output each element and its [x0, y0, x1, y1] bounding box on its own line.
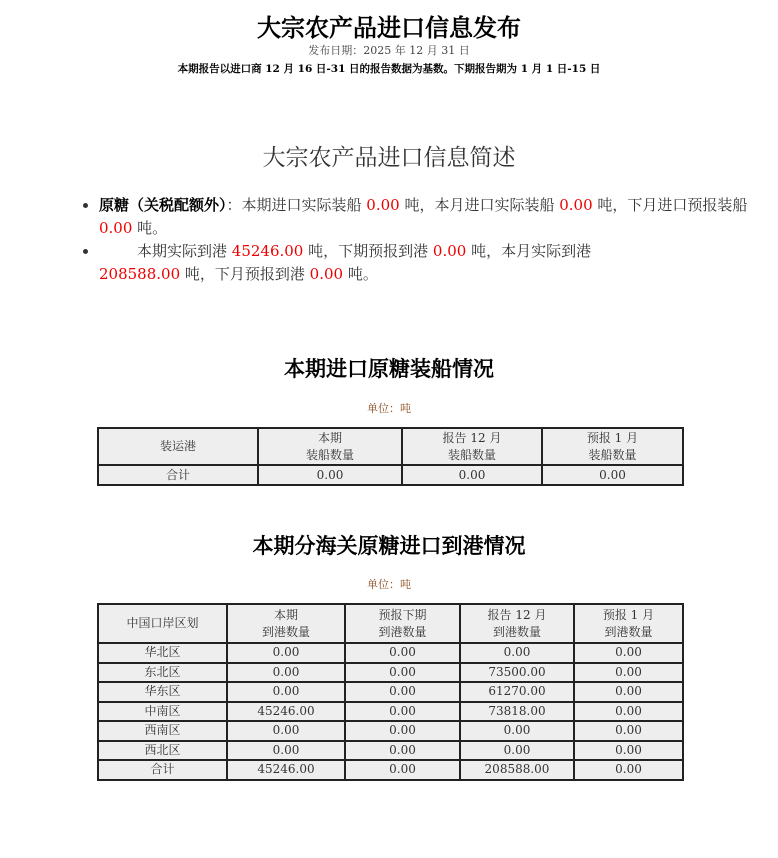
header-line: 本期: [273, 607, 298, 622]
page-title: 大宗农产品进口信息发布: [257, 14, 521, 42]
text: 吨，本月实际到港: [466, 242, 592, 260]
header-line: 报告 12 月: [487, 607, 547, 622]
value: 0.00: [309, 265, 344, 283]
arrival-section-title: 本期分海关原糖进口到港情况: [252, 534, 526, 558]
table-cell: 华东区: [98, 682, 227, 702]
summary-item-shipping: [99, 194, 749, 240]
table-cell: 61270.00: [460, 682, 574, 702]
header-line: 装船数量: [447, 447, 496, 462]
table-cell: 0.00: [345, 760, 460, 780]
value: 45246.00: [231, 242, 304, 260]
text: 吨，本月进口实际装船: [399, 196, 560, 214]
header-line: 装船数量: [305, 447, 354, 462]
column-header: [227, 604, 345, 643]
table-cell: 73818.00: [460, 702, 574, 722]
table-cell: 0.00: [345, 721, 460, 741]
table-cell: 0.00: [227, 741, 345, 761]
value: 0.00: [366, 196, 400, 214]
column-header: [574, 604, 683, 643]
summary-list: [78, 194, 749, 286]
table-row: [98, 663, 683, 683]
table-cell: 0.00: [574, 663, 683, 683]
table-cell: 0.00: [460, 721, 574, 741]
header-line: 到港数量: [378, 624, 427, 639]
table-cell: 0.00: [402, 465, 542, 485]
table-cell: 0.00: [345, 663, 460, 683]
header-line: 本期: [317, 430, 342, 445]
table-cell: 0.00: [574, 682, 683, 702]
table-cell: 0.00: [460, 643, 574, 663]
table-cell: 0.00: [574, 760, 683, 780]
table-cell: 0.00: [542, 465, 683, 485]
summary-item-arrival: [99, 240, 749, 286]
header-line: 到港数量: [604, 624, 653, 639]
text: 吨，下月预报到港: [180, 265, 310, 283]
header-line: 到港数量: [261, 624, 310, 639]
table-row: [98, 465, 683, 485]
table-cell: 0.00: [227, 663, 345, 683]
header-line: 预报 1 月: [586, 430, 639, 445]
header-line: 预报 1 月: [602, 607, 655, 622]
table-cell: 0.00: [227, 721, 345, 741]
shipping-table: [97, 427, 684, 486]
table-cell: 0.00: [345, 702, 460, 722]
table-cell: 华北区: [98, 643, 227, 663]
table-cell: 45246.00: [227, 760, 345, 780]
table-cell: 0.00: [345, 643, 460, 663]
text: 吨，下期预报到港: [303, 242, 433, 260]
header-line: 报告 12 月: [442, 430, 502, 445]
value: 0.00: [432, 242, 467, 260]
header-line: 装运港: [159, 439, 196, 453]
table-cell: 0.00: [574, 702, 683, 722]
table-cell: 0.00: [345, 741, 460, 761]
table-cell: 合计: [98, 760, 227, 780]
text: 吨。: [132, 219, 168, 237]
column-header: [345, 604, 460, 643]
table-cell: 东北区: [98, 663, 227, 683]
value: 0.00: [99, 219, 133, 237]
column-header: [460, 604, 574, 643]
text: 吨，下月进口预报装船: [592, 196, 748, 214]
text: 本期实际到港: [137, 242, 232, 260]
table-row: [98, 702, 683, 722]
table-cell: 0.00: [227, 682, 345, 702]
table-cell: 0.00: [258, 465, 402, 485]
table-row: [98, 760, 683, 780]
table-cell: 73500.00: [460, 663, 574, 683]
table-row: [98, 741, 683, 761]
column-header: [98, 428, 258, 465]
table-row: [98, 682, 683, 702]
shipping-unit: 单位：吨: [367, 402, 411, 415]
value: 208588.00: [99, 265, 181, 283]
table-cell: 西南区: [98, 721, 227, 741]
arrival-unit: 单位：吨: [367, 578, 411, 591]
table-cell: 0.00: [574, 741, 683, 761]
arrival-table: [97, 603, 684, 781]
column-header: [402, 428, 542, 465]
header-line: 到港数量: [492, 624, 541, 639]
column-header: [542, 428, 683, 465]
table-cell: 0.00: [345, 682, 460, 702]
commodity-label: 原糖（关税配额外）: [99, 196, 227, 214]
value: 0.00: [559, 196, 593, 214]
table-cell: 45246.00: [227, 702, 345, 722]
publish-date: 发布日期：2025 年 12 月 31 日: [308, 44, 470, 57]
table-cell: 208588.00: [460, 760, 574, 780]
shipping-section-title: 本期进口原糖装船情况: [284, 357, 494, 381]
table-cell: 合计: [98, 465, 258, 485]
table-cell: 中南区: [98, 702, 227, 722]
report-period-note: 本期报告以进口商 12 月 16 日-31 日的报告数据为基数。下期报告期为 1 月 1 日-15 日: [177, 63, 601, 75]
header-line: 预报下期: [378, 607, 427, 622]
column-header: [98, 604, 227, 643]
table-cell: 西北区: [98, 741, 227, 761]
table-row: [98, 643, 683, 663]
column-header: [258, 428, 402, 465]
header-line: 中国口岸区划: [126, 616, 199, 630]
summary-title: 大宗农产品进口信息简述: [262, 145, 516, 171]
table-row: [98, 721, 683, 741]
table-cell: 0.00: [460, 741, 574, 761]
table-cell: 0.00: [227, 643, 345, 663]
table-cell: 0.00: [574, 643, 683, 663]
text: 吨。: [343, 265, 378, 283]
header-line: 装船数量: [588, 447, 637, 462]
table-cell: 0.00: [574, 721, 683, 741]
text: ：本期进口实际装船: [226, 196, 367, 214]
